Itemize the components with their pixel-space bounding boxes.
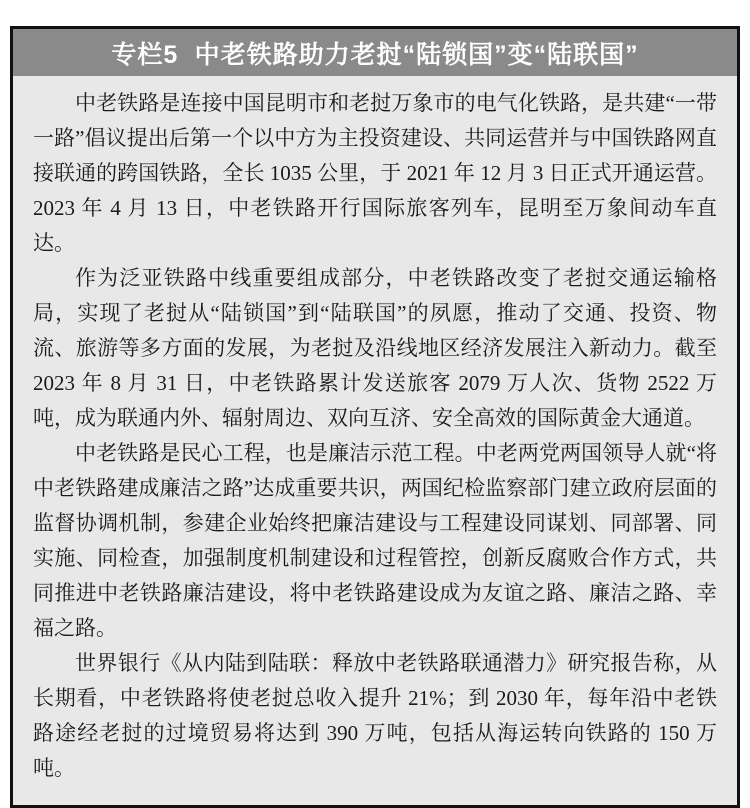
column-header [13,29,737,76]
column-number-label: 专栏5 [111,40,179,69]
column-body [13,76,737,805]
column-title: 中老铁路助力老挝“陆锁国”变“陆联国” [194,40,639,69]
paragraph-worldbank-report: 世界银行《从内陆到陆联：释放中老铁路联通潜力》研究报告称，从长期看，中老铁路将使老挝总收入提升 21%；到 2030 年，每年沿中老铁路途经老挝的过境贸易将达到 390 万吨，包括从海运转向铁路的 150 万吨。 [33,651,717,780]
column5-box [10,26,740,808]
paragraph-transport-impact: 作为泛亚铁路中线重要组成部分，中老铁路改变了老挝交通运输格局，实现了老挝从“陆锁国”到“陆联国”的夙愿，推动了交通、投资、物流、旅游等多方面的发展，为老挝及沿线地区经济发展注入新动力。截至 2023 年 8 月 31 日，中老铁路累计发送旅客 2079 万人次、货物 2522 万吨，成为联通内外、辐射周边、双向互济、安全高效的国际黄金大通道。 [33,266,717,430]
paragraph-integrity-project: 中老铁路是民心工程，也是廉洁示范工程。中老两党两国领导人就“将中老铁路建成廉洁之路”达成重要共识，两国纪检监察部门建立政府层面的监督协调机制，参建企业始终把廉洁建设与工程建设同谋划、同部署、同实施、同检查，加强制度机制建设和过程管控，创新反腐败合作方式，共同推进中老铁路廉洁建设，将中老铁路建设成为友谊之路、廉洁之路、幸福之路。 [33,441,717,640]
paragraph-railway-intro: 中老铁路是连接中国昆明市和老挝万象市的电气化铁路，是共建“一带一路”倡议提出后第一个以中方为主投资建设、共同运营并与中国铁路网直接联通的跨国铁路，全长 1035 公里，于 2021 年 12 月 3 日正式开通运营。2023 年 4 月 13 日，中老铁路开行国际旅客列车，昆明至万象间动车直达。 [33,91,717,255]
